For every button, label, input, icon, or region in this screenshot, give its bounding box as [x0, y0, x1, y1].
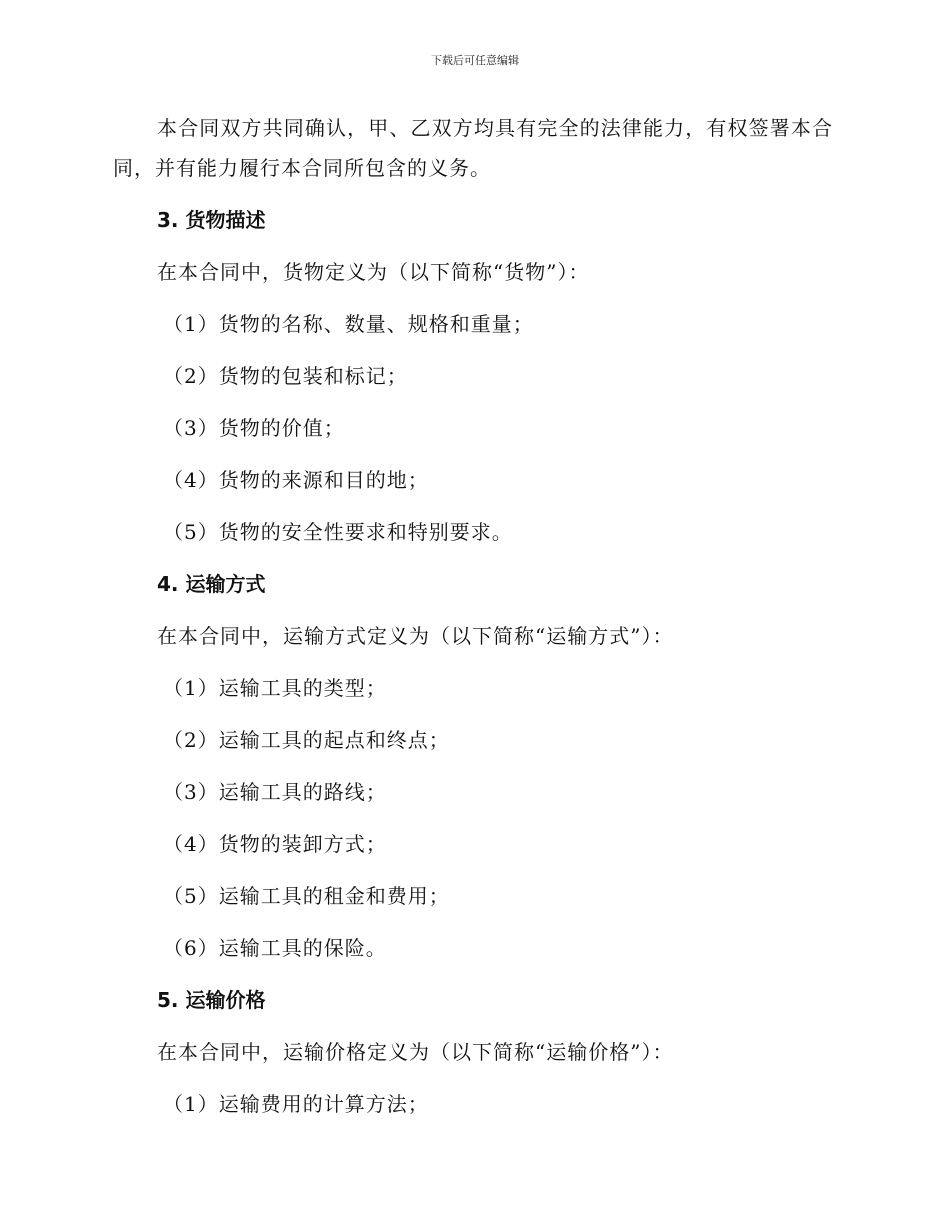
list-item: （4）货物的装卸方式；: [163, 832, 387, 856]
section-item-list: [113, 304, 833, 552]
section-goods-description: [113, 200, 833, 552]
section-item-list: [113, 668, 833, 968]
section-heading: 5. 运输价格: [157, 988, 266, 1012]
page-header: 下载后可任意编辑: [431, 54, 519, 67]
section-heading: 4. 运输方式: [157, 572, 266, 596]
section-transport-method: [113, 564, 833, 968]
section-heading: 3. 货物描述: [157, 208, 266, 232]
section-transport-price: [113, 980, 833, 1124]
section-intro: 在本合同中，运输方式定义为（以下简称“运输方式”）：: [157, 624, 674, 648]
intro-paragraph: 本合同双方共同确认，甲、乙双方均具有完全的法律能力，有权签署本合同，并有能力履行本合同所包含的义务。: [113, 116, 833, 180]
section-intro: 在本合同中，运输价格定义为（以下简称“运输价格”）：: [157, 1040, 674, 1064]
list-item: （1）货物的名称、数量、规格和重量；: [163, 312, 534, 336]
list-item: （2）货物的包装和标记；: [163, 364, 408, 388]
list-item: （1）运输费用的计算方法；: [163, 1092, 429, 1116]
list-item: （3）货物的价值；: [163, 416, 345, 440]
list-item: （5）货物的安全性要求和特别要求。: [163, 520, 513, 544]
list-item: （1）运输工具的类型；: [163, 676, 387, 700]
list-item: （3）运输工具的路线；: [163, 780, 387, 804]
list-item: （4）货物的来源和目的地；: [163, 468, 429, 492]
list-item: （6）运输工具的保险。: [163, 936, 387, 960]
section-intro: 在本合同中，货物定义为（以下简称“货物”）：: [157, 260, 590, 284]
section-item-list: [113, 1084, 833, 1124]
list-item: （2）运输工具的起点和终点；: [163, 728, 450, 752]
document-body: [113, 108, 833, 1124]
list-item: （5）运输工具的租金和费用；: [163, 884, 450, 908]
